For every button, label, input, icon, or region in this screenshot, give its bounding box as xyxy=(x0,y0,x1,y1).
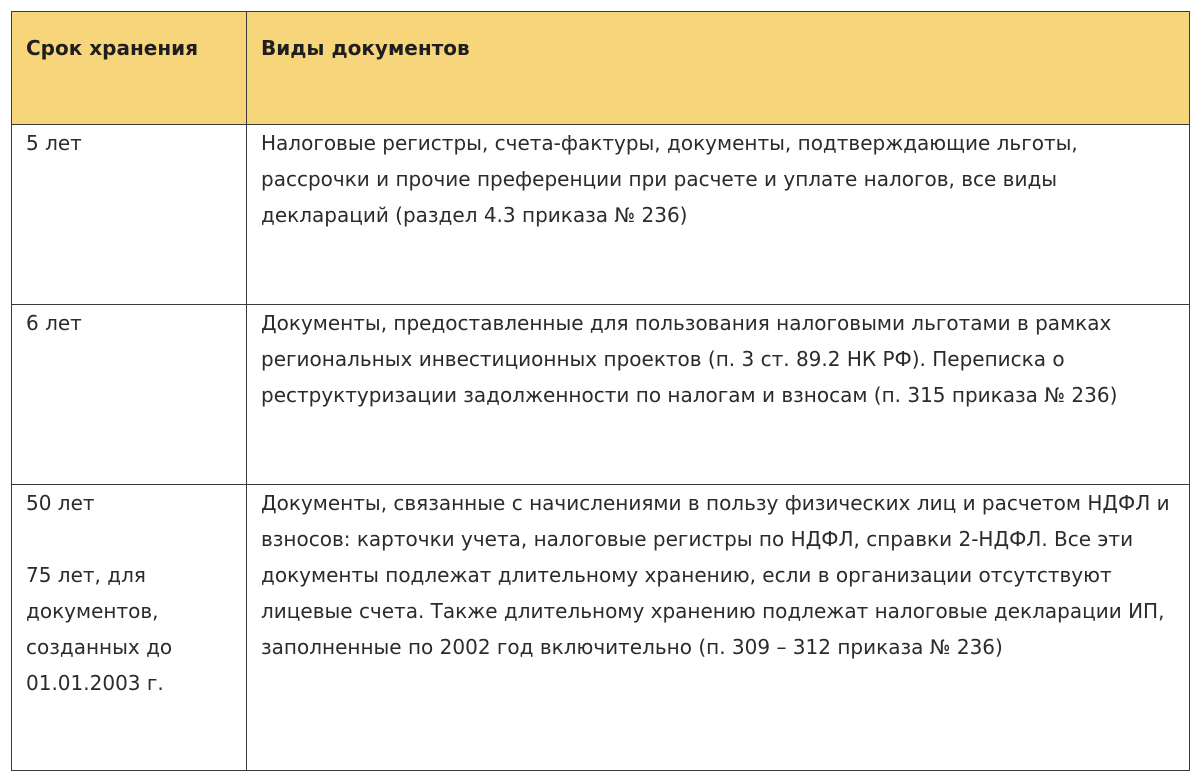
period-main: 50 лет xyxy=(26,491,95,515)
period-cell xyxy=(12,485,247,771)
table-row xyxy=(12,485,1190,771)
table-body xyxy=(12,125,1190,771)
period-main: 5 лет xyxy=(26,131,82,155)
period-extra: 75 лет, для документов, созданных до 01.01.2003 г. xyxy=(26,563,173,695)
document-storage-table xyxy=(11,11,1190,771)
header-row xyxy=(12,12,1190,125)
header-documents: Виды документов xyxy=(247,12,1190,125)
documents-cell: Документы, связанные с начислениями в пользу физических лиц и расчетом НДФЛ и взносов: карточки учета, налоговые регистры по НДФЛ, справки 2-НДФЛ. Все эти документы подлежат длительному хранению, если в организации отсутствуют лицевые счета. Также длительному хранению подлежат налоговые декларации ИП, заполненные по 2002 год включительно (п. 309 – 312 приказа № 236) xyxy=(247,485,1190,771)
table-row xyxy=(12,125,1190,305)
table-header xyxy=(12,12,1190,125)
period-spacer xyxy=(26,521,232,557)
header-period: Срок хранения xyxy=(12,12,247,125)
documents-cell: Документы, предоставленные для пользования налоговыми льготами в рамках региональных инвестиционных проектов (п. 3 ст. 89.2 НК РФ). Переписка о реструктуризации задолженности по налогам и взносам (п. 315 приказа № 236) xyxy=(247,305,1190,485)
table-row xyxy=(12,305,1190,485)
documents-cell: Налоговые регистры, счета-фактуры, документы, подтверждающие льготы, рассрочки и прочие преференции при расчете и уплате налогов, все виды деклараций (раздел 4.3 приказа № 236) xyxy=(247,125,1190,305)
period-cell xyxy=(12,125,247,305)
period-main: 6 лет xyxy=(26,311,82,335)
period-cell xyxy=(12,305,247,485)
